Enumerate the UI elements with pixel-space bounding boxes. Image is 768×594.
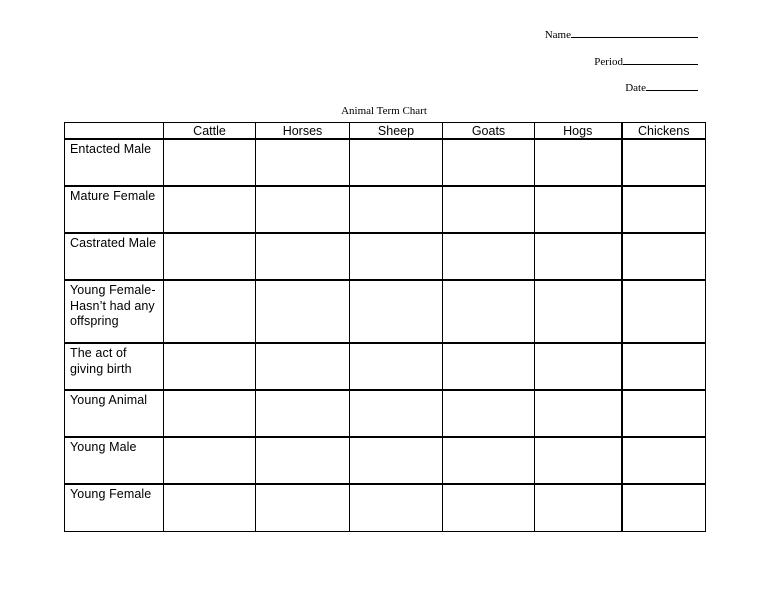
table-row [65,437,706,484]
header-row [65,123,706,140]
answer-cell[interactable] [443,139,535,186]
answer-cell[interactable] [535,186,622,233]
table-row [65,186,706,233]
answer-cell[interactable] [443,233,535,280]
column-header-hogs: Hogs [535,123,622,140]
row-label: Mature Female [65,186,164,233]
answer-cell[interactable] [164,390,256,437]
period-label: Period [594,56,623,68]
answer-cell[interactable] [256,233,350,280]
answer-cell[interactable] [350,186,443,233]
answer-cell[interactable] [164,280,256,343]
answer-cell[interactable] [164,139,256,186]
answer-cell[interactable] [443,186,535,233]
period-blank-line[interactable] [623,54,698,65]
answer-cell[interactable] [164,233,256,280]
answer-cell[interactable] [350,343,443,390]
answer-cell[interactable] [535,437,622,484]
answer-cell[interactable] [535,139,622,186]
answer-cell[interactable] [256,186,350,233]
table-row [65,390,706,437]
answer-cell[interactable] [535,390,622,437]
answer-cell[interactable] [535,233,622,280]
answer-cell[interactable] [622,233,706,280]
column-header-sheep: Sheep [350,123,443,140]
column-header-horses: Horses [256,123,350,140]
answer-cell[interactable] [350,139,443,186]
animal-term-table [64,122,706,532]
answer-cell[interactable] [164,186,256,233]
date-label: Date [625,82,646,94]
answer-cell[interactable] [622,139,706,186]
column-header-goats: Goats [443,123,535,140]
row-label: Castrated Male [65,233,164,280]
date-field [625,80,698,94]
answer-cell[interactable] [622,390,706,437]
answer-cell[interactable] [350,390,443,437]
answer-cell[interactable] [164,343,256,390]
corner-cell [65,123,164,140]
answer-cell[interactable] [622,343,706,390]
answer-cell[interactable] [535,343,622,390]
table-row [65,233,706,280]
answer-cell[interactable] [443,484,535,531]
answer-cell[interactable] [535,280,622,343]
column-header-cattle: Cattle [164,123,256,140]
answer-cell[interactable] [443,390,535,437]
date-blank-line[interactable] [646,80,698,91]
name-label: Name [544,29,571,41]
answer-cell[interactable] [622,437,706,484]
answer-cell[interactable] [535,484,622,531]
answer-cell[interactable] [256,280,350,343]
table-row [65,139,706,186]
answer-cell[interactable] [350,280,443,343]
answer-cell[interactable] [350,437,443,484]
table-row [65,280,706,343]
table-row [65,484,706,531]
answer-cell[interactable] [350,233,443,280]
row-label: Young Female-Hasn’t had any offspring [65,280,164,343]
answer-cell[interactable] [256,139,350,186]
chart-title: Animal Term Chart [341,105,427,117]
answer-cell[interactable] [256,390,350,437]
row-label: Young Male [65,437,164,484]
table-row [65,343,706,390]
row-label: Young Animal [65,390,164,437]
answer-cell[interactable] [443,280,535,343]
answer-cell[interactable] [622,280,706,343]
name-field [545,27,698,41]
answer-cell[interactable] [256,484,350,531]
column-header-chickens: Chickens [622,123,706,140]
answer-cell[interactable] [622,186,706,233]
answer-cell[interactable] [256,343,350,390]
row-label: The act of giving birth [65,343,164,390]
answer-cell[interactable] [164,484,256,531]
answer-cell[interactable] [443,343,535,390]
row-label: Young Female [65,484,164,531]
answer-cell[interactable] [350,484,443,531]
row-label: Entacted Male [65,139,164,186]
answer-cell[interactable] [622,484,706,531]
answer-cell[interactable] [443,437,535,484]
answer-cell[interactable] [256,437,350,484]
name-blank-line[interactable] [571,27,698,38]
period-field [594,54,698,68]
answer-cell[interactable] [164,437,256,484]
